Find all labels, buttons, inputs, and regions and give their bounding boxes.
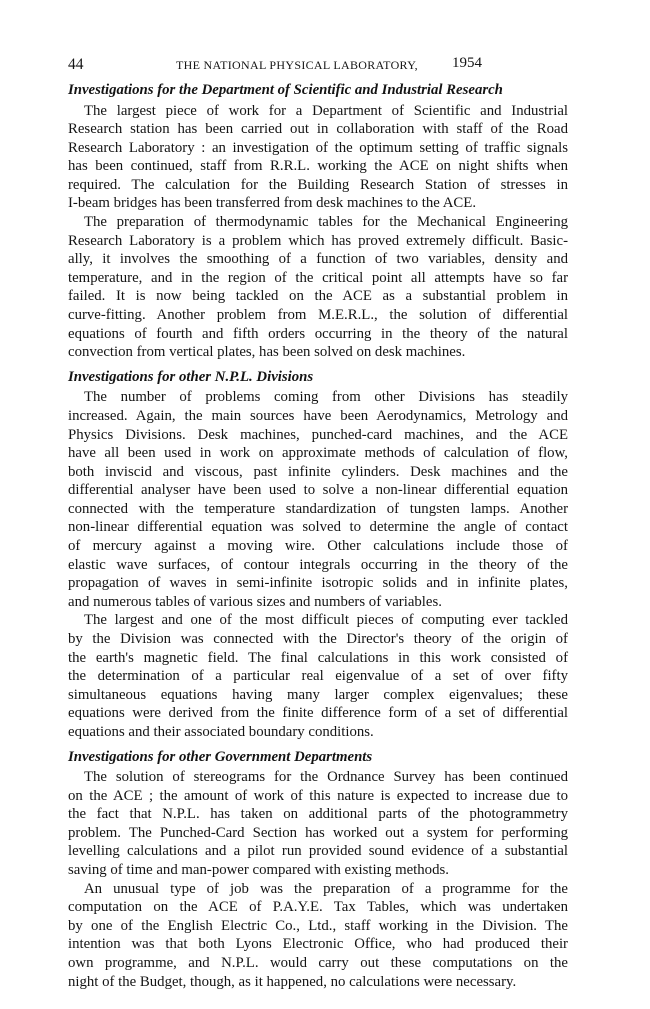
text-line: Physics Divisions. Desk machines, punched-card machines, and the ACE <box>68 426 568 443</box>
text-line: problem. The Punched-Card Section has worked out a system for performing <box>68 824 568 841</box>
body-text <box>68 80 568 991</box>
text-line: ally, it involves the smoothing of a function of two variables, density and <box>68 251 568 268</box>
section-heading: Investigations for other Government Departments <box>68 748 373 765</box>
text-line: failed. It is now being tackled on the ACE as a substantial problem in <box>68 288 568 305</box>
paragraph <box>68 213 568 362</box>
text-line: both inviscid and viscous, past infinite cylinders. Desk machines and the <box>68 463 568 480</box>
section-heading: Investigations for other N.P.L. Divisions <box>68 368 314 385</box>
paragraph <box>68 102 568 214</box>
paragraph <box>68 768 568 880</box>
text-line: The preparation of thermodynamic tables for the Mechanical Engineering <box>84 214 568 231</box>
text-line: Research Laboratory : an investigation of the optimum setting of traffic signals <box>68 139 568 156</box>
text-line: I-beam bridges has been transferred from desk machines to the ACE. <box>68 195 477 212</box>
text-line: The solution of stereograms for the Ordnance Survey has been continued <box>84 769 568 786</box>
section-heading: Investigations for the Department of Scientific and Industrial Research <box>68 82 503 98</box>
text-line: An unusual type of job was the preparation of a programme for the <box>84 880 568 897</box>
text-line: the determination of a particular real eigenvalue of a set of over fifty <box>68 668 568 685</box>
text-line: propagation of waves in semi-infinite isotropic solids and in infinite plates, <box>68 575 568 592</box>
paragraph <box>68 880 568 992</box>
text-line: by one of the English Electric Co., Ltd., staff working in the Division. The <box>68 917 568 934</box>
page-number: 44 <box>68 56 84 73</box>
text-line: non-linear differential equation was solved to determine the angle of contact <box>68 519 568 536</box>
text-line: computation on the ACE of P.A.Y.E. Tax Tables, which was undertaken <box>68 899 568 916</box>
text-line: saving of time and man-power compared with existing methods. <box>68 862 449 879</box>
text-line: temperature, and in the region of the critical point all attempts have so far <box>68 269 568 286</box>
text-line: Research Laboratory is a problem which has proved extremely difficult. Basic- <box>68 232 568 249</box>
text-line: the fact that N.P.L. has taken on additional parts of the photogrammetry <box>68 806 568 823</box>
text-line: the earth's magnetic field. The final calculations in this work consisted of <box>68 649 568 666</box>
text-line: increased. Again, the main sources have been Aerodynamics, Metrology and <box>68 407 568 424</box>
text-line: intention was that both Lyons Electronic Office, who had produced their <box>68 936 568 953</box>
text-line: connected with the temperature standardization of tungsten lamps. Another <box>68 500 568 517</box>
text-line: simultaneous equations having many larger complex eigenvalues; these <box>68 686 568 703</box>
text-line: has been continued, staff from R.R.L. working the ACE on night shifts when <box>68 158 568 175</box>
text-line: levelling calculations and a pilot run provided sound evidence of a substantial <box>68 843 568 860</box>
running-title: THE NATIONAL PHYSICAL LABORATORY, <box>176 58 418 72</box>
text-line: equations and their associated boundary conditions. <box>68 724 374 740</box>
text-line: The largest and one of the most difficult pieces of computing ever tackled <box>84 612 568 629</box>
text-line: own programme, and N.P.L. would carry out these computations on the <box>68 955 568 972</box>
running-year: 1954 <box>452 55 482 71</box>
page <box>68 52 568 991</box>
text-line: of mercury against a moving wire. Other calculations include those of <box>68 538 568 555</box>
text-line: and numerous tables of various sizes and numbers of variables. <box>68 593 442 610</box>
text-line: equations of fourth and fifth orders occurring in the theory of the natural <box>68 325 568 342</box>
text-line: elastic wave surfaces, of contour integrals occurring in the theory of the <box>68 556 568 573</box>
paragraph <box>68 388 568 611</box>
text-line: convection from vertical plates, has been solved on desk machines. <box>68 344 466 361</box>
text-line: Research station has been carried out in collaboration with staff of the Road <box>68 121 568 138</box>
text-line: night of the Budget, though, as it happened, no calculations were necessary. <box>68 973 517 990</box>
text-line: differential analyser have been used to solve a non-linear differential equation <box>68 482 568 499</box>
text-line: The number of problems coming from other Divisions has steadily <box>84 389 568 406</box>
running-header <box>68 52 568 76</box>
text-line: on the ACE ; the amount of work of this nature is expected to increase due to <box>68 787 568 804</box>
text-line: have all been used in work on approximate methods of calculation of flow, <box>68 445 568 462</box>
text-line: by the Division was connected with the Director's theory of the origin of <box>68 631 568 648</box>
text-line: required. The calculation for the Building Research Station of stresses in <box>68 176 568 193</box>
paragraph <box>68 611 568 741</box>
text-line: equations were derived from the finite difference form of a set of differential <box>68 705 568 722</box>
text-line: The largest piece of work for a Department of Scientific and Industrial <box>84 102 568 119</box>
text-line: curve-fitting. Another problem from M.E.R.L., the solution of differential <box>68 307 568 324</box>
